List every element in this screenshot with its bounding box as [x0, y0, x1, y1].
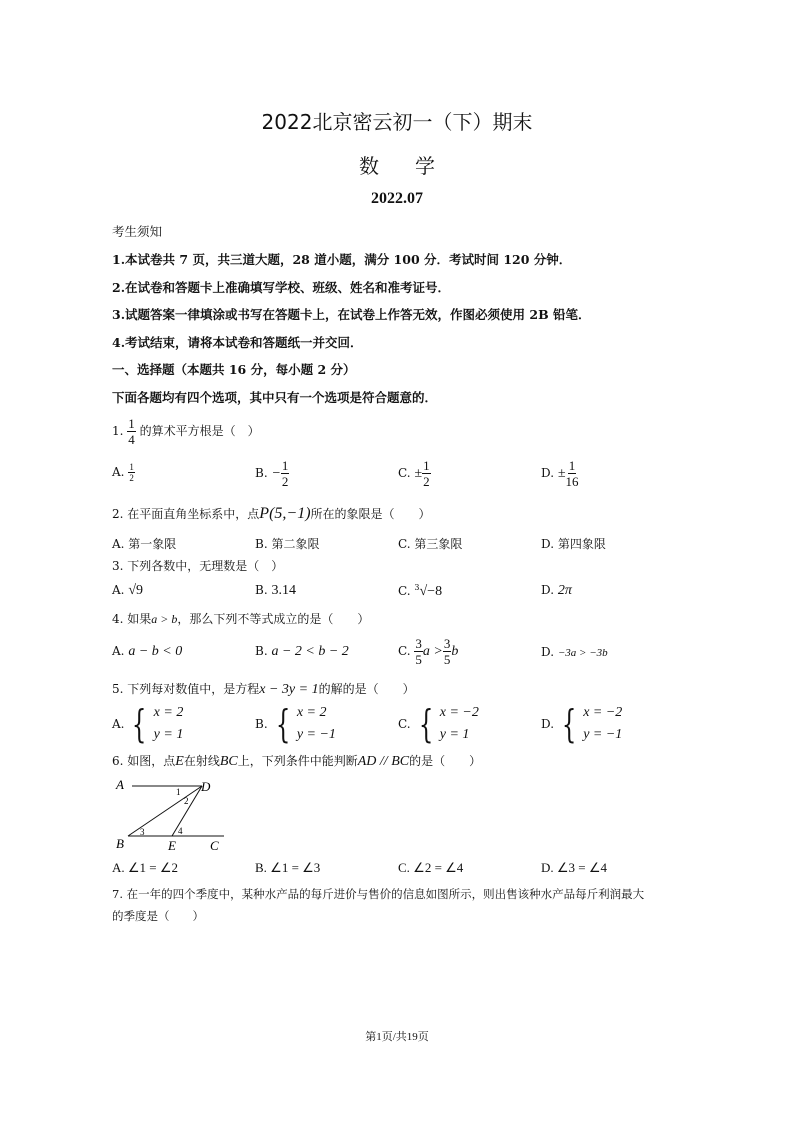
q4-option-b: B. a − 2 < b − 2 [255, 644, 349, 659]
q3-option-d: D. 2π [541, 583, 572, 598]
q1-option-c: C. ± $\frac{1}{2}$ [398, 458, 430, 489]
question-4: 4. 如果a > b，那么下列不等式成立的是（ ） [112, 612, 370, 626]
label-d: D [201, 779, 211, 794]
geometry-figure [110, 774, 240, 858]
exam-title: 2022北京密云初一（下）期末 [261, 110, 533, 134]
q2-option-c: C. 第三象限 [398, 537, 463, 551]
label-b: B [116, 836, 124, 851]
angle-3: 3 [140, 827, 145, 837]
question-3: 3. 下列各数中，无理数是（ ） [112, 559, 284, 573]
q6-option-b: B. ∠1 = ∠3 [255, 860, 321, 875]
q1-option-a: A. $\frac{1}{2}$ [112, 462, 134, 483]
q3-option-c: C. $^3$√−8 [398, 583, 443, 599]
angle-1: 1 [176, 787, 181, 797]
label-a: A [116, 777, 124, 792]
q5-option-a: A. { x = 2 y = 1 [112, 702, 184, 746]
notice-item-2: 2.在试卷和答题卡上准确填写学校、班级、姓名和准考证号． [112, 280, 451, 295]
question-6: 6. 如图，点E在射线BC上，下列条件中能判断AD // BC的是（ ） [112, 754, 482, 769]
exam-subject: 数学 [359, 154, 471, 178]
notice-item-3: 3.试题答案一律填涂或书写在答题卡上，在试卷上作答无效，作图必须使用 2B 铅笔． [112, 307, 591, 322]
q5-option-c: C. { x = −2 y = 1 [398, 702, 479, 746]
question-1: 1. $\frac{1}{4}$ 的算术平方根是（ ） [112, 416, 260, 447]
question-7-line-1: 7. 在一年的四个季度中，某种水产品的每斤进价与售价的信息如图所示，则出售该种水产品每斤利润最大 [112, 887, 645, 901]
angle-4: 4 [178, 826, 183, 836]
q3-option-b: B. 3.14 [255, 583, 296, 598]
q4-option-c: C. $\frac{3}{5}$ a > $\frac{3}{5}$ b [398, 636, 459, 667]
q1-option-d: D. ± $\frac{1}{16}$ [541, 458, 579, 489]
q2-option-b: B. 第二象限 [255, 537, 320, 551]
label-c: C [210, 838, 219, 853]
q2-option-a: A. 第一象限 [112, 537, 177, 551]
question-2: 2. 在平面直角坐标系中，点P(5,−1)所在的象限是（ ） [112, 505, 431, 522]
q6-option-d: D. ∠3 = ∠4 [541, 860, 608, 875]
section-instruction: 下面各题均有四个选项，其中只有一个选项是符合题意的． [112, 390, 438, 405]
notice-item-4: 4.考试结束，请将本试卷和答题纸一并交回． [112, 335, 363, 350]
q2-option-d: D. 第四象限 [541, 537, 606, 551]
q5-option-d: D. { x = −2 y = −1 [541, 702, 623, 746]
exam-date: 2022.07 [371, 190, 423, 207]
q4-option-a: A. a − b < 0 [112, 644, 183, 659]
notice-heading: 考生须知 [112, 224, 163, 239]
section-title: 一、选择题（本题共 16 分，每小题 2 分） [112, 362, 356, 377]
notice-item-1: 1.本试卷共 7 页，共三道大题，28 道小题，满分 100 分．考试时间 120 分钟． [112, 252, 572, 267]
q6-option-a: A. ∠1 = ∠2 [112, 860, 179, 875]
q4-option-d: D. −3a > −3b [541, 645, 608, 659]
label-e: E [168, 838, 176, 853]
q6-option-c: C. ∠2 = ∠4 [398, 860, 464, 875]
fraction: $\frac{1}{4}$ [128, 416, 135, 447]
q1-option-b: B. − $\frac{1}{2}$ [255, 458, 289, 489]
q3-option-a: A. √9 [112, 583, 143, 598]
question-5: 5. 下列每对数值中，是方程x − 3y = 1的解的是（ ） [112, 682, 415, 697]
page-footer: 第1页/共19页 [365, 1031, 429, 1043]
question-7-line-2: 的季度是（ ） [112, 909, 204, 923]
q5-option-b: B. { x = 2 y = −1 [255, 702, 336, 746]
angle-2: 2 [184, 796, 189, 806]
